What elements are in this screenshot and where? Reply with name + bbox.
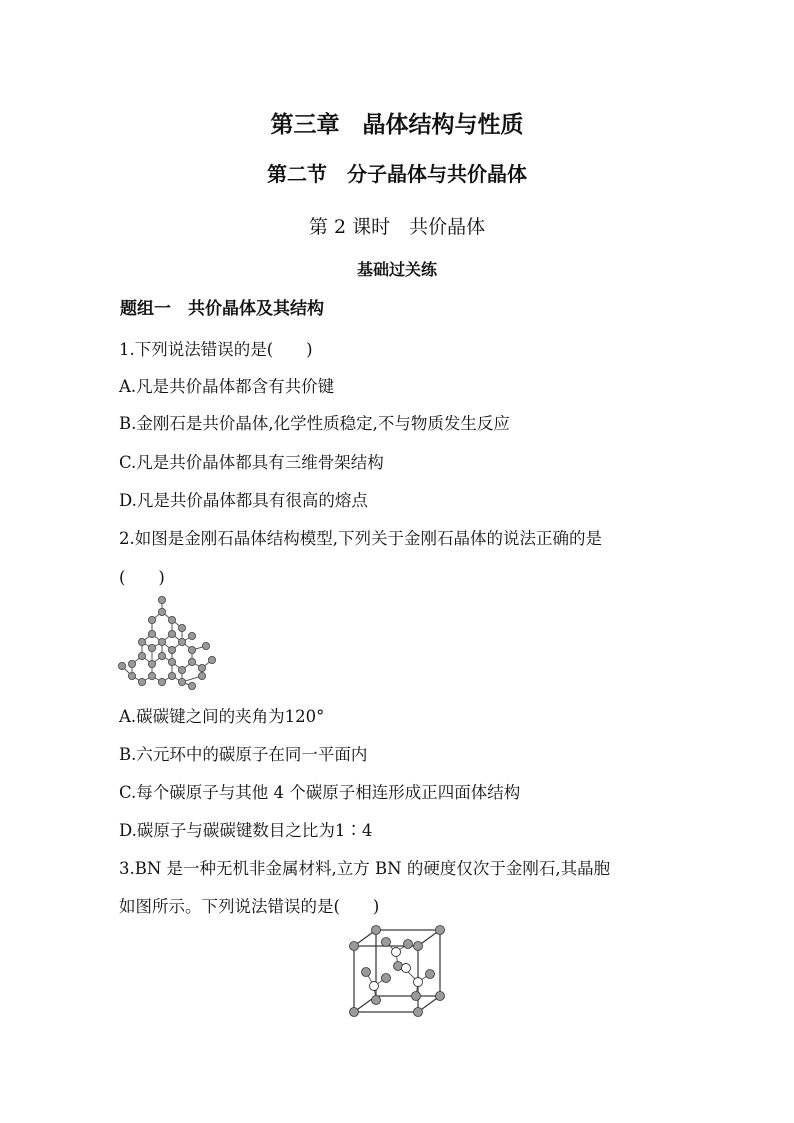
question-2-stem-line1: 2.如图是金刚石晶体结构模型,下列关于金刚石晶体的说法正确的是: [119, 529, 602, 548]
bn-unit-cell-figure: [346, 922, 446, 1022]
diamond-bonds: [122, 600, 212, 686]
question-2-option-d: D.碳原子与碳碳键数目之比为1∶4: [119, 821, 373, 840]
question-1-stem: 1.下列说法错误的是( ): [119, 340, 313, 359]
question-1-option-a: A.凡是共价晶体都含有共价键: [119, 377, 335, 396]
question-3-stem-line2: 如图所示。下列说法错误的是( ): [119, 897, 380, 916]
question-2-stem-line2: ( ): [119, 568, 165, 587]
chapter-title: 第三章 晶体结构与性质: [270, 112, 524, 138]
lesson-title: 第 2 课时 共价晶体: [308, 216, 486, 238]
carbon-atoms: [118, 596, 215, 689]
group-title: 题组一 共价晶体及其结构: [120, 299, 324, 319]
question-2-option-b: B.六元环中的碳原子在同一平面内: [119, 745, 368, 764]
question-1-option-d: D.凡是共价晶体都具有很高的熔点: [119, 491, 368, 510]
section-title: 第二节 分子晶体与共价晶体: [267, 162, 527, 186]
question-1-option-b: B.金刚石是共价晶体,化学性质稳定,不与物质发生反应: [119, 414, 510, 433]
practice-heading: 基础过关练: [356, 260, 437, 279]
question-2-option-a: A.碳碳键之间的夹角为120°: [119, 707, 325, 726]
diamond-structure-figure: [114, 590, 224, 690]
question-3-stem-line1: 3.BN 是一种无机非金属材料,立方 BN 的硬度仅次于金刚石,其晶胞: [119, 859, 611, 878]
question-2-option-c: C.每个碳原子与其他 4 个碳原子相连形成正四面体结构: [119, 783, 521, 802]
question-1-option-c: C.凡是共价晶体都具有三维骨架结构: [119, 453, 384, 472]
